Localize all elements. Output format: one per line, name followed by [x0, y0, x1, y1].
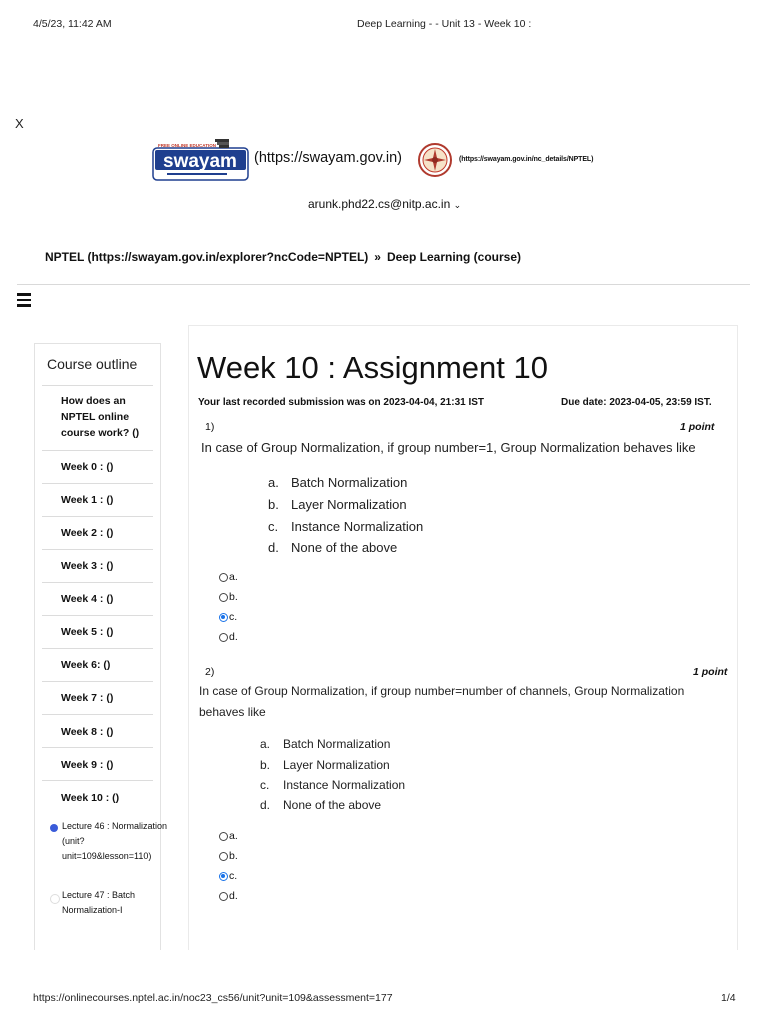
- radio-button[interactable]: [219, 852, 228, 861]
- breadcrumb-separator: »: [374, 250, 381, 264]
- answer-choice-b[interactable]: b.: [219, 850, 238, 862]
- user-menu[interactable]: [308, 197, 461, 211]
- question-option: a. Batch Normalization: [268, 475, 408, 490]
- last-submission-text: Your last recorded submission was on 2023-04-04, 21:31 IST: [198, 397, 485, 408]
- nptel-link[interactable]: (https://swayam.gov.in/nc_details/NPTEL): [459, 156, 594, 163]
- question-option: b. Layer Normalization: [268, 497, 407, 512]
- lecture-status-icon: [50, 894, 60, 904]
- sidebar-item-week-10[interactable]: Week 10 : (): [42, 780, 153, 814]
- print-page-title: Deep Learning - - Unit 13 - Week 10 :: [357, 18, 532, 30]
- sidebar-title: Course outline: [47, 356, 138, 372]
- course-outline-sidebar: [34, 343, 168, 950]
- swayam-link[interactable]: (https://swayam.gov.in): [254, 150, 403, 166]
- question-points: 1 point: [680, 421, 715, 433]
- chevron-down-icon: ⌄: [453, 200, 462, 210]
- radio-button[interactable]: [219, 593, 228, 602]
- sidebar-item-week-1[interactable]: Week 1 : (): [42, 483, 153, 517]
- sidebar-item-week-3[interactable]: Week 3 : (): [42, 549, 153, 583]
- page-title: Week 10 : Assignment 10: [197, 350, 548, 385]
- question-number: 1): [205, 421, 215, 433]
- swayam-logo[interactable]: [151, 139, 250, 182]
- question-text: In case of Group Normalization, if group number=1, Group Normalization behaves like: [201, 440, 696, 455]
- radio-button-selected[interactable]: [219, 613, 228, 622]
- breadcrumb-nptel[interactable]: NPTEL (https://swayam.gov.in/explorer?ncCode=NPTEL): [45, 250, 369, 264]
- print-url: https://onlinecourses.nptel.ac.in/noc23_cs56/unit?unit=109&assessment=177: [33, 992, 393, 1004]
- print-page-number: 1/4: [721, 992, 736, 1004]
- sidebar-item-week-7[interactable]: Week 7 : (): [42, 681, 153, 715]
- menu-icon[interactable]: [17, 293, 31, 310]
- nptel-logo[interactable]: [418, 143, 452, 177]
- radio-button[interactable]: [219, 573, 228, 582]
- question-number: 2): [205, 666, 215, 678]
- sidebar-item-week-2[interactable]: Week 2 : (): [42, 516, 153, 550]
- question-option: d. None of the above: [268, 540, 398, 555]
- lecture-status-icon: [50, 824, 58, 832]
- sidebar-item-week-4[interactable]: Week 4 : (): [42, 582, 153, 616]
- question-option: a. Batch Normalization: [260, 737, 391, 751]
- sidebar-item-week-8[interactable]: Week 8 : (): [42, 714, 153, 748]
- answer-choice-c[interactable]: c.: [219, 611, 237, 623]
- sidebar-item-how-it-works[interactable]: How does an NPTEL online course work? (): [42, 385, 153, 451]
- question-text-line-2: behaves like: [199, 705, 266, 719]
- radio-button[interactable]: [219, 633, 228, 642]
- sidebar-subitem-lecture-47[interactable]: Lecture 47 : Batch Normalization-I: [62, 890, 136, 915]
- breadcrumb: [45, 250, 521, 264]
- assignment-panel: [188, 325, 738, 950]
- due-date-text: Due date: 2023-04-05, 23:59 IST.: [561, 397, 712, 408]
- sidebar-subitem-lecture-46[interactable]: Lecture 46 : Normalization (unit?unit=109&lesson=110): [62, 821, 168, 861]
- question-option: c. Instance Normalization: [268, 519, 424, 534]
- question-option: d. None of the above: [260, 798, 382, 812]
- answer-choice-d[interactable]: d.: [219, 631, 238, 643]
- question-points: 1 point: [693, 666, 728, 678]
- answer-choice-d[interactable]: d.: [219, 890, 238, 902]
- swayam-logo-tagline: FREE ONLINE EDUCATION: [158, 143, 216, 148]
- sidebar-item-week-5[interactable]: Week 5 : (): [42, 615, 153, 649]
- radio-button-selected[interactable]: [219, 872, 228, 881]
- answer-choice-a[interactable]: a.: [219, 830, 238, 842]
- sidebar-item-week-0[interactable]: Week 0 : (): [42, 450, 153, 484]
- radio-button[interactable]: [219, 892, 228, 901]
- sidebar-item-week-9[interactable]: Week 9 : (): [42, 747, 153, 781]
- user-email: arunk.phd22.cs@nitp.ac.in: [308, 197, 451, 211]
- swayam-logo-wordmark: swayam: [163, 151, 237, 172]
- question-option: b. Layer Normalization: [260, 758, 390, 772]
- radio-button[interactable]: [219, 832, 228, 841]
- answer-choice-a[interactable]: a.: [219, 571, 238, 583]
- print-datetime: 4/5/23, 11:42 AM: [33, 18, 112, 30]
- answer-choice-b[interactable]: b.: [219, 591, 238, 603]
- sidebar-item-week-6[interactable]: Week 6: (): [42, 648, 153, 682]
- question-text-line-1: In case of Group Normalization, if group number=number of channels, Group Normalization: [199, 684, 685, 698]
- header-divider: [17, 284, 750, 285]
- answer-choice-c[interactable]: c.: [219, 870, 237, 882]
- question-option: c. Instance Normalization: [260, 778, 406, 792]
- close-button[interactable]: X: [15, 116, 24, 131]
- breadcrumb-course[interactable]: Deep Learning (course): [386, 250, 521, 264]
